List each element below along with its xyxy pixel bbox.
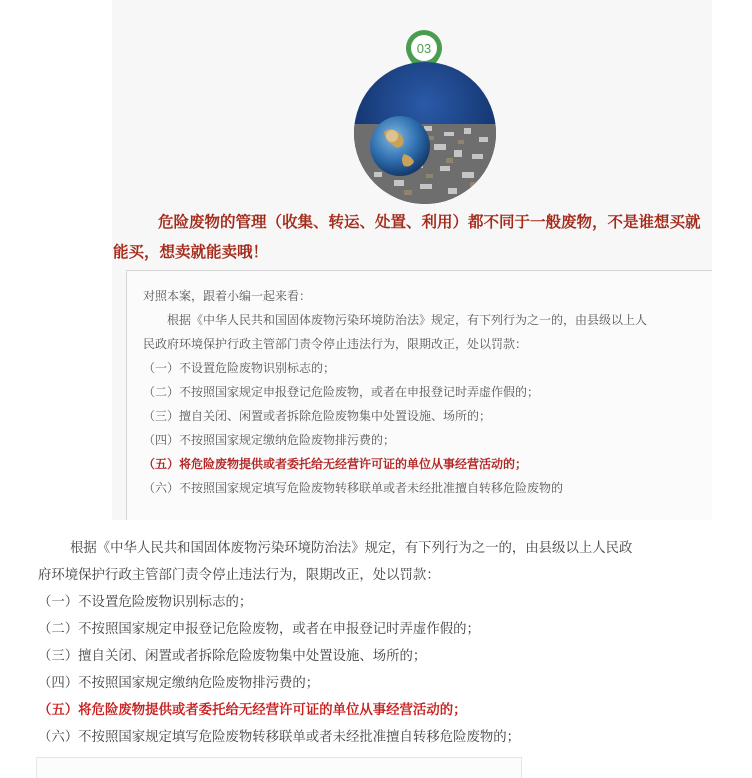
pin-number: 03 [416, 41, 432, 56]
headline-line-1: 危险废物的管理（收集、转运、处置、利用）都不同于一般废物，不是谁想买就 [158, 213, 701, 231]
quote-line: 根据《中华人民共和国固体废物污染环境防治法》规定，有下列行为之一的，由县级以上人 [167, 313, 648, 327]
article-list-item: （一）不设置危险废物识别标志的； [38, 595, 253, 610]
quote-line: （四）不按照国家规定缴纳危险废物排污费的； [143, 433, 396, 447]
quote-line-highlight: （五）将危险废物提供或者委托给无经营许可证的单位从事经营活动的； [143, 457, 528, 471]
quote-line: （二）不按照国家规定申报登记危险废物，或者在申报登记时弄虚作假的； [143, 385, 540, 399]
article-list-item: （三）擅自关闭、闲置或者拆除危险废物集中处置设施、场所的； [38, 649, 427, 664]
article-paragraph-line: 根据《中华人民共和国固体废物污染环境防治法》规定，有下列行为之一的，由县级以上人民政 [70, 541, 633, 556]
article-list-item: （二）不按照国家规定申报登记危险废物，或者在申报登记时弄虚作假的； [38, 622, 480, 637]
article-paragraph-line: 府环境保护行政主管部门责令停止违法行为，限期改正，处以罚款： [38, 568, 440, 583]
article-list-item: （四）不按照国家规定缴纳危险废物排污费的； [38, 676, 320, 691]
quote-line: （三）擅自关闭、闲置或者拆除危险废物集中处置设施、场所的； [143, 409, 492, 423]
quoted-text-box [126, 270, 712, 520]
quote-line: （一）不设置危险废物识别标志的； [143, 361, 336, 375]
article-list-item-highlight: （五）将危险废物提供或者委托给无经营许可证的单位从事经营活动的； [38, 703, 467, 718]
quote-line: （六）不按照国家规定填写危险废物转移联单或者未经批准擅自转移危险废物的 [143, 481, 564, 495]
embedded-screenshot [112, 0, 712, 520]
quote-line: 民政府环境保护行政主管部门责令停止违法行为，限期改正，处以罚款： [143, 337, 528, 351]
headline-line-2: 能买，想卖就能卖哦！ [113, 243, 269, 261]
article-list-item: （六）不按照国家规定填写危险废物转移联单或者未经批准擅自转移危险废物的； [38, 730, 521, 745]
globe-trash-image [354, 62, 496, 204]
quote-line: 对照本案，跟着小编一起来看： [143, 289, 312, 303]
next-image-placeholder [36, 757, 522, 778]
